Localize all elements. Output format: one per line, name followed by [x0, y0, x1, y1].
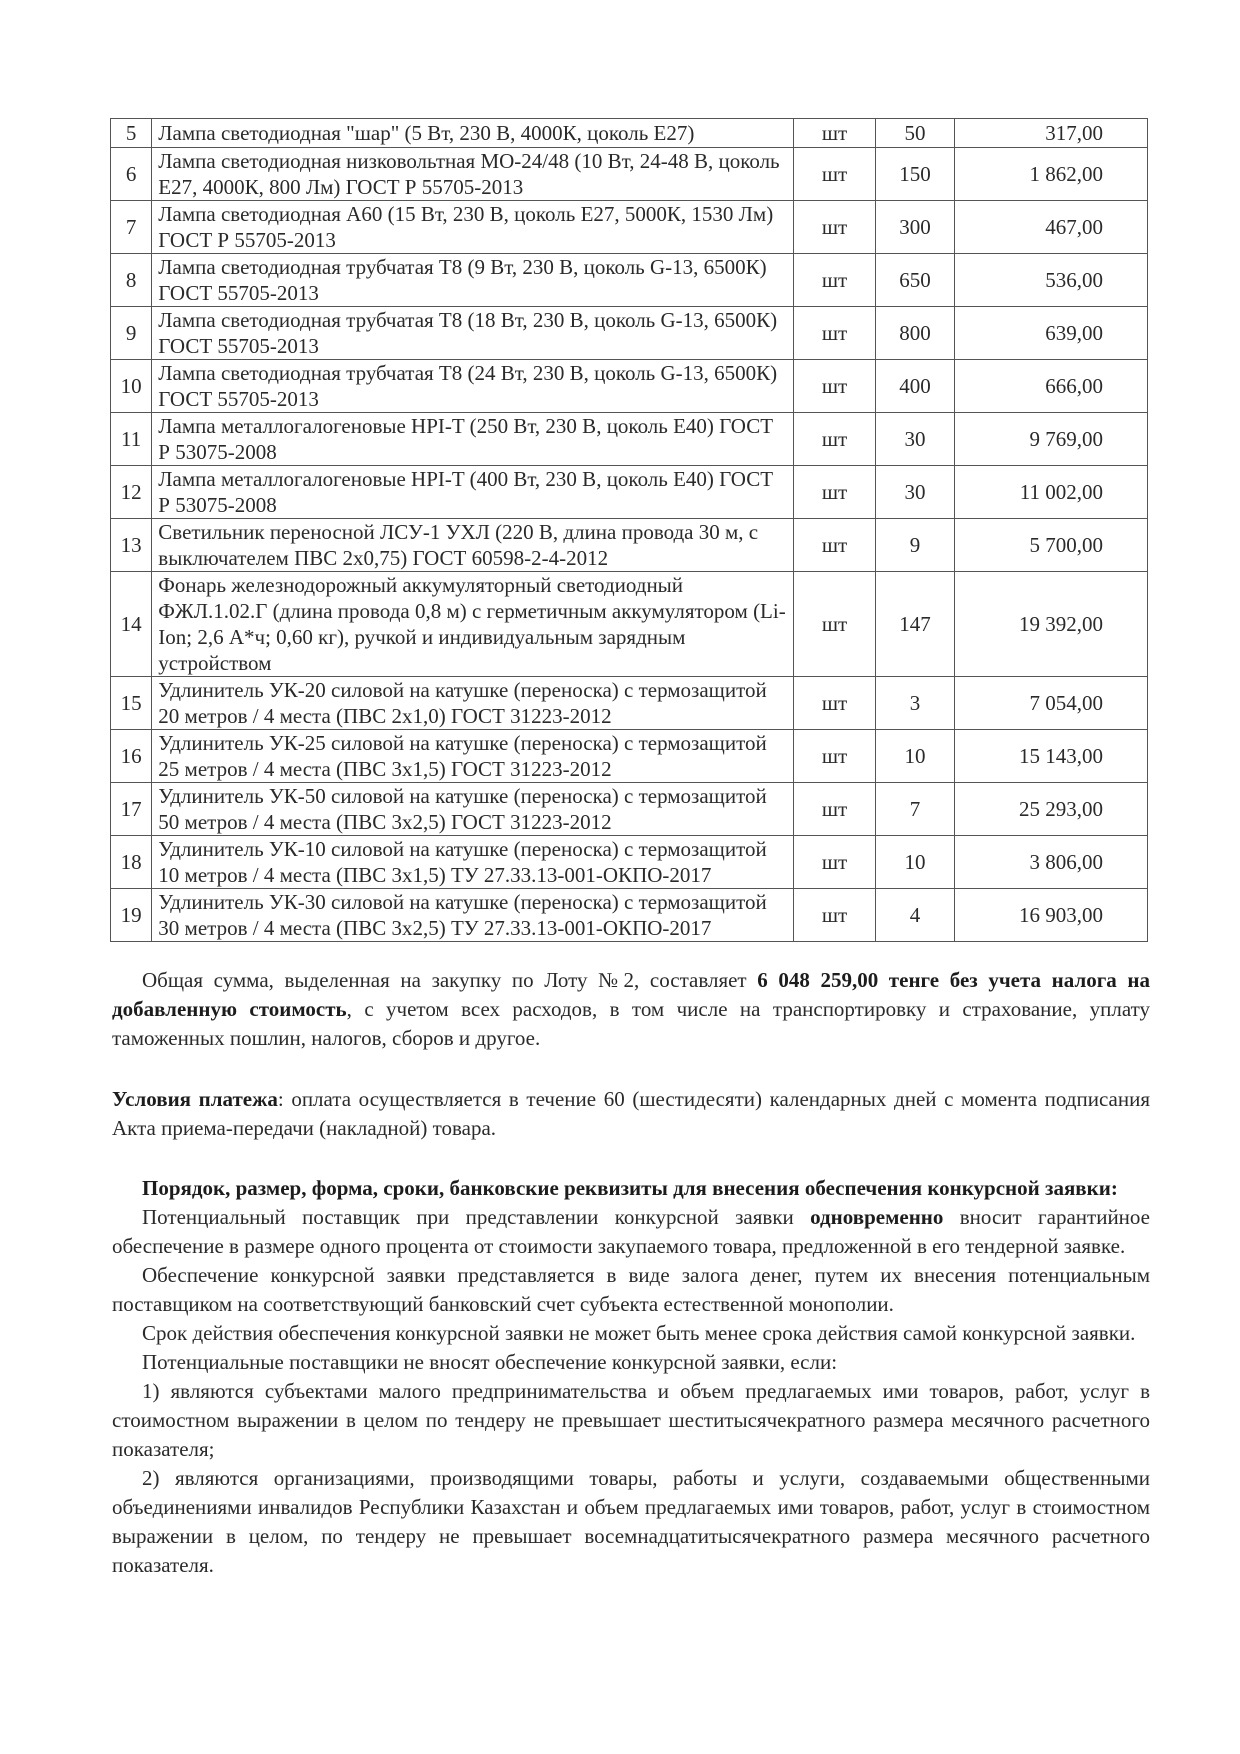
- row-number: 15: [111, 677, 152, 730]
- security-p1-tail: вносит гарантийное обеспечение в размере одного процента от стоимости закупаемого товара, предложенной в его тендерной заявке.: [112, 1205, 1150, 1258]
- row-number: 10: [111, 360, 152, 413]
- security-paragraph-5: 1) являются субъектами малого предпринимательства и объем предлагаемых ими товаров, работ, услуг в стоимостном выражении в целом по тендеру не превышает шеститысячекратного размера месячного расчетного показателя;: [112, 1379, 1150, 1461]
- item-price: 7 054,00: [954, 677, 1147, 730]
- item-name: Лампа светодиодная трубчатая Т8 (9 Вт, 230 В, цоколь G-13, 6500К) ГОСТ 55705-2013: [152, 254, 794, 307]
- item-unit: шт: [793, 836, 875, 889]
- item-quantity: 650: [876, 254, 955, 307]
- total-amount-paragraph: [112, 966, 1150, 1053]
- row-number: 6: [111, 148, 152, 201]
- item-price: 3 806,00: [954, 836, 1147, 889]
- item-quantity: 9: [876, 519, 955, 572]
- item-unit: шт: [793, 307, 875, 360]
- security-section: [112, 1174, 1150, 1580]
- goods-table-body: [111, 119, 1148, 942]
- item-unit: шт: [793, 201, 875, 254]
- item-name: Лампа светодиодная трубчатая Т8 (24 Вт, 230 В, цоколь G-13, 6500К) ГОСТ 55705-2013: [152, 360, 794, 413]
- security-paragraph-2: Обеспечение конкурсной заявки представляется в виде залога денег, путем их внесения потенциальным поставщиком на соответствующий банковский счет субъекта естественной монополии.: [112, 1263, 1150, 1316]
- row-number: 9: [111, 307, 152, 360]
- item-price: 15 143,00: [954, 730, 1147, 783]
- row-number: 11: [111, 413, 152, 466]
- item-quantity: 30: [876, 413, 955, 466]
- item-quantity: 147: [876, 572, 955, 677]
- item-unit: шт: [793, 413, 875, 466]
- row-number: 8: [111, 254, 152, 307]
- item-unit: шт: [793, 677, 875, 730]
- item-quantity: 30: [876, 466, 955, 519]
- item-name: Лампа металлогалогеновые HPI-T (400 Вт, 230 В, цоколь Е40) ГОСТ Р 53075-2008: [152, 466, 794, 519]
- table-row: [111, 307, 1148, 360]
- table-row: [111, 201, 1148, 254]
- table-row: [111, 836, 1148, 889]
- security-paragraph-1: [112, 1203, 1150, 1261]
- item-unit: шт: [793, 254, 875, 307]
- item-quantity: 7: [876, 783, 955, 836]
- item-quantity: 10: [876, 730, 955, 783]
- payment-terms-paragraph: [112, 1085, 1150, 1143]
- item-name: Фонарь железнодорожный аккумуляторный светодиодный ФЖЛ.1.02.Г (длина провода 0,8 м) с герметичным аккумулятором (Li-Ion; 2,6 А*ч; 0,60 кг), ручкой и индивидуальным зарядным устройством: [152, 572, 794, 677]
- payment-label: Условия платежа: [112, 1087, 278, 1111]
- item-price: 467,00: [954, 201, 1147, 254]
- item-unit: шт: [793, 119, 875, 148]
- item-quantity: 4: [876, 889, 955, 942]
- item-quantity: 800: [876, 307, 955, 360]
- row-number: 7: [111, 201, 152, 254]
- item-name: Лампа металлогалогеновые HPI-T (250 Вт, 230 В, цоколь Е40) ГОСТ Р 53075-2008: [152, 413, 794, 466]
- payment-text: : оплата осуществляется в течение 60 (шестидесяти) календарных дней с момента подписания Акта приема-передачи (накладной) товара.: [112, 1087, 1151, 1140]
- table-row: [111, 519, 1148, 572]
- item-name: Лампа светодиодная А60 (15 Вт, 230 В, цоколь Е27, 5000К, 1530 Лм) ГОСТ Р 55705-2013: [152, 201, 794, 254]
- item-unit: шт: [793, 148, 875, 201]
- item-unit: шт: [793, 466, 875, 519]
- item-name: Лампа светодиодная "шар" (5 Вт, 230 В, 4000К, цоколь Е27): [152, 119, 794, 148]
- table-row: [111, 360, 1148, 413]
- row-number: 5: [111, 119, 152, 148]
- item-quantity: 50: [876, 119, 955, 148]
- item-quantity: 300: [876, 201, 955, 254]
- item-price: 16 903,00: [954, 889, 1147, 942]
- table-row: [111, 730, 1148, 783]
- item-unit: шт: [793, 730, 875, 783]
- item-price: 25 293,00: [954, 783, 1147, 836]
- item-price: 666,00: [954, 360, 1147, 413]
- item-name: Удлинитель УК-25 силовой на катушке (переноска) с термозащитой 25 метров / 4 места (ПВС 3х1,5) ГОСТ 31223-2012: [152, 730, 794, 783]
- security-paragraph-4: Потенциальные поставщики не вносят обеспечение конкурсной заявки, если:: [142, 1350, 838, 1374]
- item-name: Удлинитель УК-20 силовой на катушке (переноска) с термозащитой 20 метров / 4 места (ПВС 2х1,0) ГОСТ 31223-2012: [152, 677, 794, 730]
- table-row: [111, 413, 1148, 466]
- item-name: Удлинитель УК-30 силовой на катушке (переноска) с термозащитой 30 метров / 4 места (ПВС 3х2,5) ТУ 27.33.13-001-ОКПО-2017: [152, 889, 794, 942]
- item-unit: шт: [793, 889, 875, 942]
- item-name: Удлинитель УК-50 силовой на катушке (переноска) с термозащитой 50 метров / 4 места (ПВС 3х2,5) ГОСТ 31223-2012: [152, 783, 794, 836]
- item-quantity: 400: [876, 360, 955, 413]
- item-name: Лампа светодиодная низковольтная МО-24/48 (10 Вт, 24-48 В, цоколь Е27, 4000К, 800 Лм) ГОСТ Р 55705-2013: [152, 148, 794, 201]
- row-number: 18: [111, 836, 152, 889]
- item-price: 317,00: [954, 119, 1147, 148]
- item-price: 11 002,00: [954, 466, 1147, 519]
- table-row: [111, 889, 1148, 942]
- table-row: [111, 677, 1148, 730]
- item-quantity: 10: [876, 836, 955, 889]
- row-number: 19: [111, 889, 152, 942]
- item-price: 1 862,00: [954, 148, 1147, 201]
- total-tail: , с учетом всех расходов, в том числе на транспортировку и страхование, уплату таможенных пошлин, налогов, сборов и другое.: [112, 997, 1150, 1050]
- item-unit: шт: [793, 783, 875, 836]
- item-unit: шт: [793, 572, 875, 677]
- table-row: [111, 119, 1148, 148]
- item-price: 19 392,00: [954, 572, 1147, 677]
- item-quantity: 150: [876, 148, 955, 201]
- item-price: 536,00: [954, 254, 1147, 307]
- row-number: 17: [111, 783, 152, 836]
- item-name: Удлинитель УК-10 силовой на катушке (переноска) с термозащитой 10 метров / 4 места (ПВС 3х1,5) ТУ 27.33.13-001-ОКПО-2017: [152, 836, 794, 889]
- row-number: 14: [111, 572, 152, 677]
- item-quantity: 3: [876, 677, 955, 730]
- total-lead: Общая сумма, выделенная на закупку по Лоту №2, составляет: [142, 968, 758, 992]
- security-heading: Порядок, размер, форма, сроки, банковские реквизиты для внесения обеспечения конкурсной заявки:: [142, 1176, 1118, 1200]
- security-p1-bold: одновременно: [810, 1205, 944, 1229]
- row-number: 16: [111, 730, 152, 783]
- row-number: 12: [111, 466, 152, 519]
- table-row: [111, 466, 1148, 519]
- security-paragraph-6: 2) являются организациями, производящими товары, работы и услуги, создаваемыми общественными объединениями инвалидов Республики Казахстан и объем предлагаемых ими товаров, работ, услуг в стоимостном выражении в целом, по тендеру не превышает восемнадцатитысячекратного размера месячного расчетного показателя.: [112, 1466, 1150, 1577]
- table-row: [111, 148, 1148, 201]
- item-unit: шт: [793, 360, 875, 413]
- row-number: 13: [111, 519, 152, 572]
- item-price: 9 769,00: [954, 413, 1147, 466]
- item-price: 5 700,00: [954, 519, 1147, 572]
- total-amount: 6 048 259,00 тенге без учета налога на добавленную стоимость: [112, 968, 1150, 1021]
- table-row: [111, 572, 1148, 677]
- item-unit: шт: [793, 519, 875, 572]
- item-name: Светильник переносной ЛСУ-1 УХЛ (220 В, длина провода 30 м, с выключателем ПВС 2х0,75) ГОСТ 60598-2-4-2012: [152, 519, 794, 572]
- security-p1-lead: Потенциальный поставщик при представлении конкурсной заявки: [142, 1205, 811, 1229]
- table-row: [111, 783, 1148, 836]
- table-row: [111, 254, 1148, 307]
- security-paragraph-3: Срок действия обеспечения конкурсной заявки не может быть менее срока действия самой конкурсной заявки.: [142, 1321, 1136, 1345]
- item-name: Лампа светодиодная трубчатая Т8 (18 Вт, 230 В, цоколь G-13, 6500К) ГОСТ 55705-2013: [152, 307, 794, 360]
- item-price: 639,00: [954, 307, 1147, 360]
- goods-table: [110, 118, 1148, 942]
